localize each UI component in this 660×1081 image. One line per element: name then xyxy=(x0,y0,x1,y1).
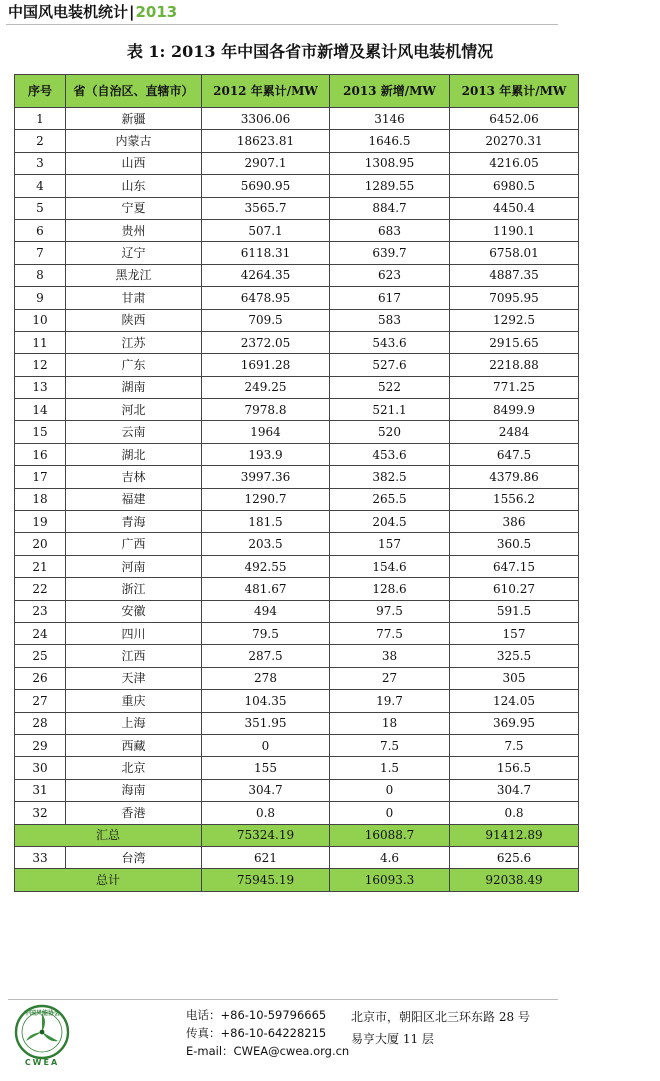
cell-2012-cumulative: 481.67 xyxy=(202,578,330,600)
cell-2013-new: 38 xyxy=(330,645,450,667)
cell-2013-new: 884.7 xyxy=(330,197,450,219)
cell-2012-cumulative: 3997.36 xyxy=(202,466,330,488)
cell-2012-cumulative: 155 xyxy=(202,757,330,779)
cell-2013-new: 77.5 xyxy=(330,622,450,644)
cell-2013-cumulative: 7.5 xyxy=(450,734,579,756)
cell-province: 辽宁 xyxy=(66,242,202,264)
cell-province: 海南 xyxy=(66,779,202,801)
cell-2013-cumulative: 7095.95 xyxy=(450,287,579,309)
cell-index: 27 xyxy=(15,690,66,712)
cell-index: 32 xyxy=(15,802,66,824)
cell-2013-cumulative: 325.5 xyxy=(450,645,579,667)
cell-2013-new: 521.1 xyxy=(330,399,450,421)
cell-index: 26 xyxy=(15,667,66,689)
cell-index: 29 xyxy=(15,734,66,756)
cell-index: 23 xyxy=(15,600,66,622)
col-header-2013-cumulative: 2013 年累计/MW xyxy=(450,75,579,108)
cell-province: 吉林 xyxy=(66,466,202,488)
cell-province: 台湾 xyxy=(66,846,202,868)
cell-2013-new: 204.5 xyxy=(330,511,450,533)
table-row xyxy=(15,130,579,152)
cell-2013-cumulative: 305 xyxy=(450,667,579,689)
cell-2012-cumulative: 7978.8 xyxy=(202,399,330,421)
cell-index: 3 xyxy=(15,152,66,174)
cell-2013-cumulative: 92038.49 xyxy=(450,869,579,891)
cell-2013-cumulative: 386 xyxy=(450,511,579,533)
cell-province: 安徽 xyxy=(66,600,202,622)
cell-index: 20 xyxy=(15,533,66,555)
cell-index: 9 xyxy=(15,287,66,309)
cell-province: 江西 xyxy=(66,645,202,667)
table-row xyxy=(15,421,579,443)
cell-2012-cumulative: 621 xyxy=(202,846,330,868)
cell-2013-new: 16093.3 xyxy=(330,869,450,891)
cell-index: 24 xyxy=(15,622,66,644)
cell-2013-new: 265.5 xyxy=(330,488,450,510)
cell-index: 17 xyxy=(15,466,66,488)
table-row xyxy=(15,354,579,376)
table-row xyxy=(15,802,579,824)
cell-2012-cumulative: 79.5 xyxy=(202,622,330,644)
cell-2013-cumulative: 4216.05 xyxy=(450,152,579,174)
capacity-table xyxy=(14,74,579,892)
cell-2013-cumulative: 647.5 xyxy=(450,443,579,465)
cell-2013-cumulative: 6980.5 xyxy=(450,175,579,197)
cell-province: 江苏 xyxy=(66,331,202,353)
cell-2012-cumulative: 75945.19 xyxy=(202,869,330,891)
cell-2013-cumulative: 4887.35 xyxy=(450,264,579,286)
cell-2013-cumulative: 1556.2 xyxy=(450,488,579,510)
cell-province: 青海 xyxy=(66,511,202,533)
cell-2013-new: 97.5 xyxy=(330,600,450,622)
table-row xyxy=(15,734,579,756)
cell-2013-cumulative: 2484 xyxy=(450,421,579,443)
table-row xyxy=(15,376,579,398)
cell-province: 浙江 xyxy=(66,578,202,600)
cell-index: 4 xyxy=(15,175,66,197)
cell-province: 山西 xyxy=(66,152,202,174)
cell-2013-new: 639.7 xyxy=(330,242,450,264)
cell-2013-new: 16088.7 xyxy=(330,824,450,846)
cell-2013-cumulative: 157 xyxy=(450,622,579,644)
table-row xyxy=(15,533,579,555)
header-rule xyxy=(6,24,558,25)
logo-chinese-text: 中国风能协会 xyxy=(23,1010,61,1017)
table-row xyxy=(15,488,579,510)
col-header-index: 序号 xyxy=(15,75,66,108)
cell-2012-cumulative: 351.95 xyxy=(202,712,330,734)
contact-phone: 电话：+86-10-59796665 xyxy=(186,1008,327,1022)
cell-2012-cumulative: 278 xyxy=(202,667,330,689)
cell-2013-cumulative: 304.7 xyxy=(450,779,579,801)
cell-index: 31 xyxy=(15,779,66,801)
cell-index: 1 xyxy=(15,108,66,130)
table-row xyxy=(15,600,579,622)
table-row xyxy=(15,197,579,219)
cell-2013-new: 453.6 xyxy=(330,443,450,465)
cell-index: 28 xyxy=(15,712,66,734)
table-row xyxy=(15,578,579,600)
cell-2013-cumulative: 20270.31 xyxy=(450,130,579,152)
cell-2012-cumulative: 0 xyxy=(202,734,330,756)
cell-2013-cumulative: 647.15 xyxy=(450,555,579,577)
cell-2013-cumulative: 4450.4 xyxy=(450,197,579,219)
cell-index: 6 xyxy=(15,219,66,241)
cell-2012-cumulative: 709.5 xyxy=(202,309,330,331)
cell-province: 陕西 xyxy=(66,309,202,331)
cwea-logo-icon xyxy=(12,1003,72,1067)
cell-2013-new: 543.6 xyxy=(330,331,450,353)
cell-2012-cumulative: 494 xyxy=(202,600,330,622)
cell-2013-new: 7.5 xyxy=(330,734,450,756)
cell-2013-cumulative: 369.95 xyxy=(450,712,579,734)
cell-2013-cumulative: 6452.06 xyxy=(450,108,579,130)
cell-2013-cumulative: 610.27 xyxy=(450,578,579,600)
cell-province: 广西 xyxy=(66,533,202,555)
table-row xyxy=(15,152,579,174)
cell-province: 湖南 xyxy=(66,376,202,398)
total-row xyxy=(15,869,579,891)
cell-index: 8 xyxy=(15,264,66,286)
cell-2013-new: 19.7 xyxy=(330,690,450,712)
cell-2013-cumulative: 6758.01 xyxy=(450,242,579,264)
cell-2012-cumulative: 507.1 xyxy=(202,219,330,241)
cell-2012-cumulative: 287.5 xyxy=(202,645,330,667)
cell-2013-new: 4.6 xyxy=(330,846,450,868)
table-row xyxy=(15,555,579,577)
cell-2012-cumulative: 3306.06 xyxy=(202,108,330,130)
cell-2012-cumulative: 18623.81 xyxy=(202,130,330,152)
cell-2012-cumulative: 75324.19 xyxy=(202,824,330,846)
cell-2013-cumulative: 4379.86 xyxy=(450,466,579,488)
table-row xyxy=(15,264,579,286)
table-title: 表 1: 2013 年中国各省市新增及累计风电装机情况 xyxy=(126,42,494,61)
address-block xyxy=(351,1006,530,1050)
table-row xyxy=(15,757,579,779)
table-row xyxy=(15,690,579,712)
address-line2: 易亨大厦 11 层 xyxy=(351,1032,434,1046)
cell-2013-cumulative: 124.05 xyxy=(450,690,579,712)
cell-province: 福建 xyxy=(66,488,202,510)
cell-2012-cumulative: 3565.7 xyxy=(202,197,330,219)
cell-2013-cumulative: 2218.88 xyxy=(450,354,579,376)
cell-label: 总计 xyxy=(15,869,202,891)
cell-province: 甘肃 xyxy=(66,287,202,309)
cell-2012-cumulative: 1964 xyxy=(202,421,330,443)
cell-index: 7 xyxy=(15,242,66,264)
cell-index: 33 xyxy=(15,846,66,868)
logo-abbr: CWEA xyxy=(24,1058,60,1067)
col-header-2013-new: 2013 新增/MW xyxy=(330,75,450,108)
cell-2013-new: 0 xyxy=(330,779,450,801)
cell-province: 西藏 xyxy=(66,734,202,756)
cell-province: 贵州 xyxy=(66,219,202,241)
cell-province: 黑龙江 xyxy=(66,264,202,286)
cell-2013-cumulative: 91412.89 xyxy=(450,824,579,846)
cell-2013-new: 382.5 xyxy=(330,466,450,488)
cell-province: 北京 xyxy=(66,757,202,779)
cell-2012-cumulative: 1691.28 xyxy=(202,354,330,376)
cell-2013-cumulative: 1190.1 xyxy=(450,219,579,241)
cell-index: 19 xyxy=(15,511,66,533)
cell-2013-new: 157 xyxy=(330,533,450,555)
cell-index: 22 xyxy=(15,578,66,600)
cell-2013-new: 1.5 xyxy=(330,757,450,779)
cell-2013-new: 583 xyxy=(330,309,450,331)
cell-2012-cumulative: 2372.05 xyxy=(202,331,330,353)
table-row xyxy=(15,399,579,421)
cell-province: 湖北 xyxy=(66,443,202,465)
cell-2013-cumulative: 625.6 xyxy=(450,846,579,868)
cell-2012-cumulative: 6478.95 xyxy=(202,287,330,309)
cell-2013-new: 1646.5 xyxy=(330,130,450,152)
cell-2012-cumulative: 0.8 xyxy=(202,802,330,824)
table-row xyxy=(15,287,579,309)
table-row xyxy=(15,309,579,331)
cell-2012-cumulative: 203.5 xyxy=(202,533,330,555)
cell-index: 2 xyxy=(15,130,66,152)
cell-2013-new: 154.6 xyxy=(330,555,450,577)
cell-2013-new: 623 xyxy=(330,264,450,286)
cell-2012-cumulative: 6118.31 xyxy=(202,242,330,264)
cell-index: 10 xyxy=(15,309,66,331)
cell-2012-cumulative: 4264.35 xyxy=(202,264,330,286)
table-row xyxy=(15,443,579,465)
cell-2013-cumulative: 156.5 xyxy=(450,757,579,779)
cell-2013-new: 0 xyxy=(330,802,450,824)
cell-index: 30 xyxy=(15,757,66,779)
footer-rule xyxy=(8,999,558,1000)
cell-2012-cumulative: 181.5 xyxy=(202,511,330,533)
cell-2012-cumulative: 1290.7 xyxy=(202,488,330,510)
col-header-2012-cumulative: 2012 年累计/MW xyxy=(202,75,330,108)
cell-2013-cumulative: 2915.65 xyxy=(450,331,579,353)
cell-2013-new: 128.6 xyxy=(330,578,450,600)
cell-province: 上海 xyxy=(66,712,202,734)
header-year: 2013 xyxy=(135,3,178,21)
cell-2013-new: 522 xyxy=(330,376,450,398)
cell-index: 21 xyxy=(15,555,66,577)
table-row xyxy=(15,511,579,533)
subtotal-row xyxy=(15,824,579,846)
table-row xyxy=(15,667,579,689)
cell-2012-cumulative: 492.55 xyxy=(202,555,330,577)
cell-index: 15 xyxy=(15,421,66,443)
cell-2013-new: 520 xyxy=(330,421,450,443)
cell-index: 18 xyxy=(15,488,66,510)
cell-2013-new: 527.6 xyxy=(330,354,450,376)
cell-2012-cumulative: 5690.95 xyxy=(202,175,330,197)
cell-2012-cumulative: 2907.1 xyxy=(202,152,330,174)
contact-block xyxy=(186,1006,349,1060)
cell-province: 河北 xyxy=(66,399,202,421)
page-header xyxy=(8,1,177,23)
cell-2013-cumulative: 1292.5 xyxy=(450,309,579,331)
cell-2012-cumulative: 193.9 xyxy=(202,443,330,465)
cell-province: 广东 xyxy=(66,354,202,376)
address-line1: 北京市，朝阳区北三环东路 28 号 xyxy=(351,1010,530,1024)
cell-index: 13 xyxy=(15,376,66,398)
cell-2013-cumulative: 0.8 xyxy=(450,802,579,824)
cell-index: 11 xyxy=(15,331,66,353)
cell-province: 云南 xyxy=(66,421,202,443)
cell-2013-new: 683 xyxy=(330,219,450,241)
contact-email: E-mail：CWEA@cwea.org.cn xyxy=(186,1044,350,1058)
cell-province: 新疆 xyxy=(66,108,202,130)
table-row xyxy=(15,712,579,734)
contact-fax: 传真：+86-10-64228215 xyxy=(186,1026,327,1040)
cell-province: 河南 xyxy=(66,555,202,577)
cell-province: 山东 xyxy=(66,175,202,197)
cell-2013-new: 617 xyxy=(330,287,450,309)
cell-province: 四川 xyxy=(66,622,202,644)
table-row-taiwan xyxy=(15,846,579,868)
header-separator: | xyxy=(129,3,135,21)
cell-label: 汇总 xyxy=(15,824,202,846)
cell-province: 香港 xyxy=(66,802,202,824)
cell-2012-cumulative: 249.25 xyxy=(202,376,330,398)
cell-2013-cumulative: 360.5 xyxy=(450,533,579,555)
cell-index: 12 xyxy=(15,354,66,376)
cell-province: 内蒙古 xyxy=(66,130,202,152)
table-row xyxy=(15,108,579,130)
cell-2013-cumulative: 8499.9 xyxy=(450,399,579,421)
cell-index: 14 xyxy=(15,399,66,421)
cell-2012-cumulative: 104.35 xyxy=(202,690,330,712)
cell-index: 25 xyxy=(15,645,66,667)
cell-2012-cumulative: 304.7 xyxy=(202,779,330,801)
cell-2013-new: 18 xyxy=(330,712,450,734)
table-row xyxy=(15,466,579,488)
cell-2013-new: 3146 xyxy=(330,108,450,130)
cell-index: 16 xyxy=(15,443,66,465)
table-row xyxy=(15,779,579,801)
header-org: 中国风电装机统计 xyxy=(8,3,129,21)
table-row xyxy=(15,645,579,667)
table-row xyxy=(15,219,579,241)
table-header-row xyxy=(15,75,579,108)
cell-2013-cumulative: 591.5 xyxy=(450,600,579,622)
cell-province: 宁夏 xyxy=(66,197,202,219)
cell-2013-new: 1289.55 xyxy=(330,175,450,197)
col-header-province: 省（自治区、直辖市） xyxy=(66,75,202,108)
cell-index: 5 xyxy=(15,197,66,219)
table-row xyxy=(15,331,579,353)
cell-province: 重庆 xyxy=(66,690,202,712)
cell-province: 天津 xyxy=(66,667,202,689)
table-row xyxy=(15,175,579,197)
cell-2013-cumulative: 771.25 xyxy=(450,376,579,398)
cell-2013-new: 27 xyxy=(330,667,450,689)
cell-2013-new: 1308.95 xyxy=(330,152,450,174)
table-row xyxy=(15,622,579,644)
table-row xyxy=(15,242,579,264)
